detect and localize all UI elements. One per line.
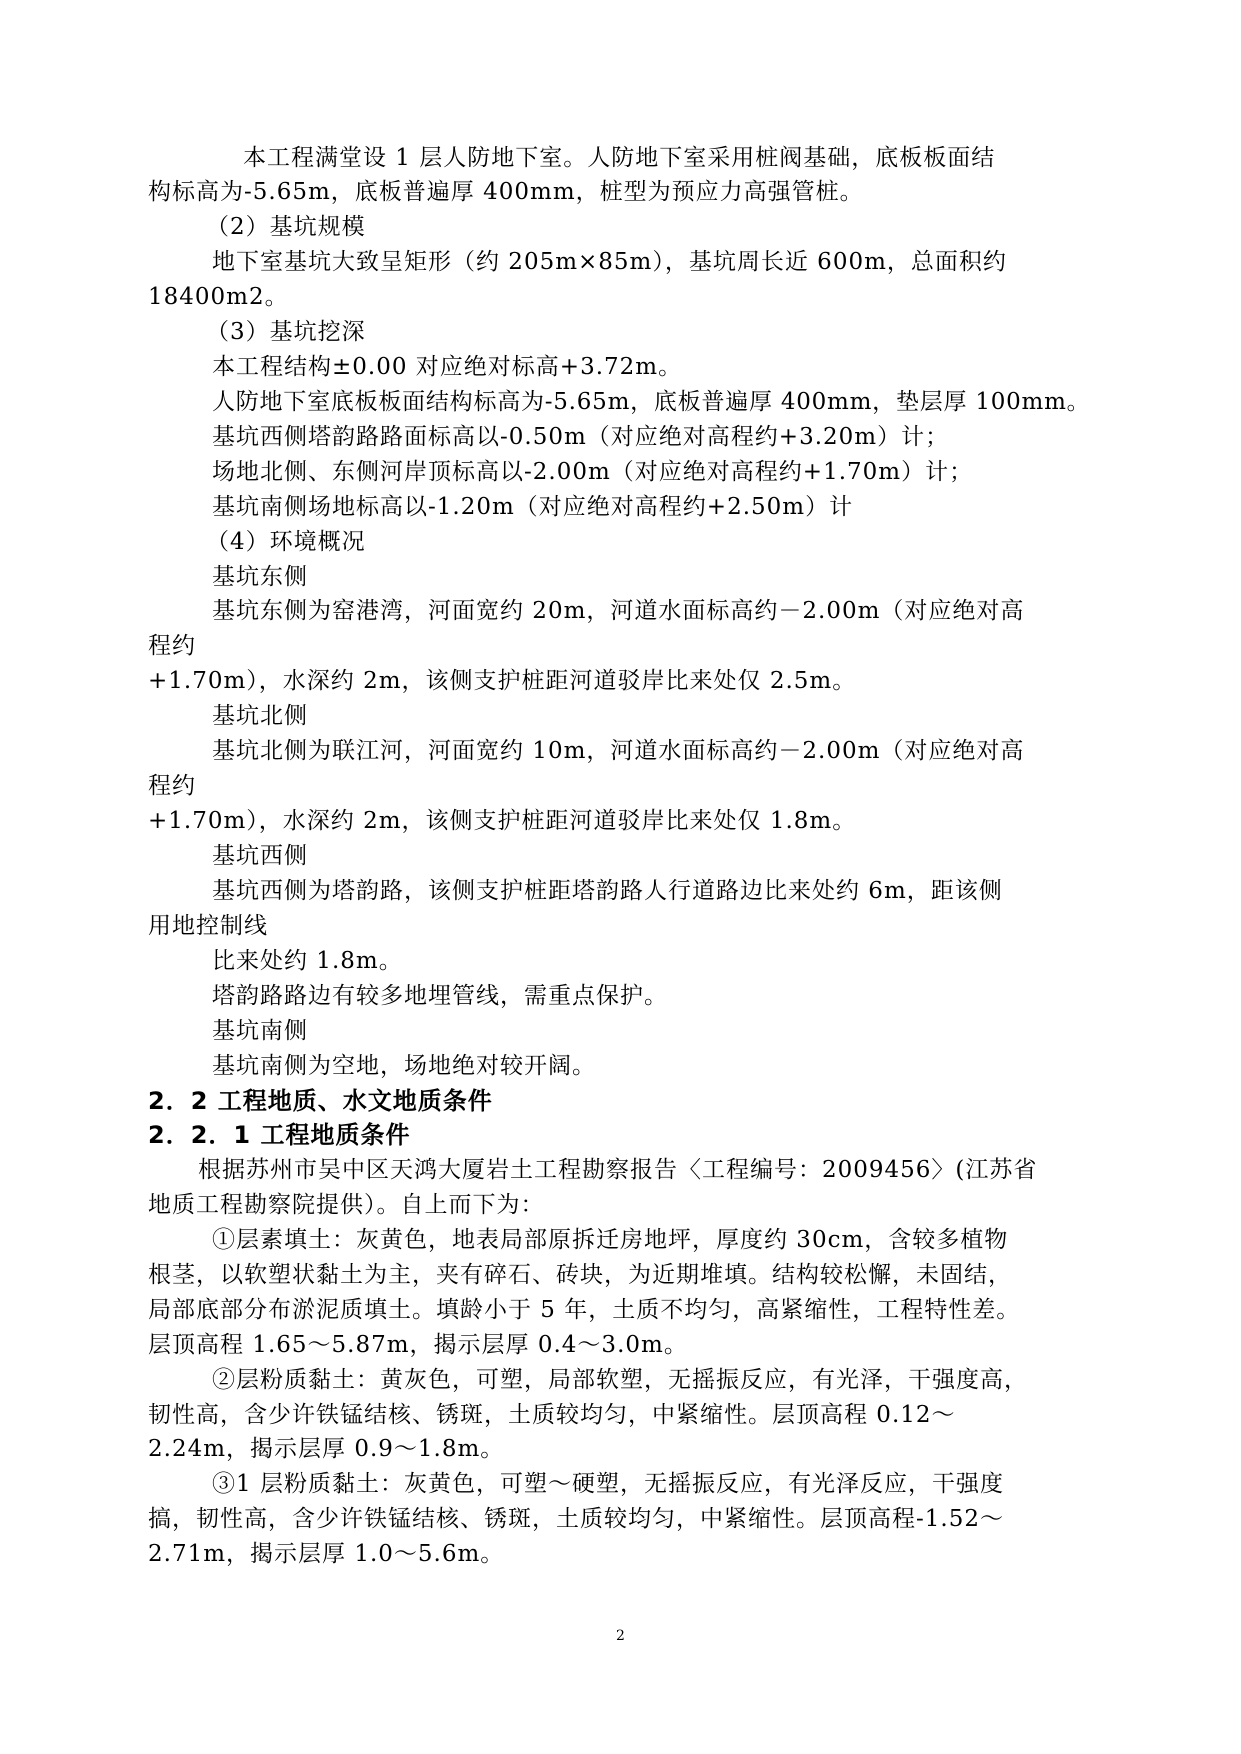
page-number: 2 — [616, 1628, 625, 1644]
body-line: 层顶高程 1.65～5.87m，揭示层厚 0.4～3.0m。 — [148, 1332, 688, 1358]
body-line: 程约 — [148, 633, 196, 659]
body-line: 18400m2。 — [148, 284, 289, 310]
body-line: 用地控制线 — [148, 913, 268, 939]
body-line: +1.70m），水深约 2m，该侧支护桩距河道驳岸比来处仅 1.8m。 — [148, 808, 857, 834]
body-line: 地质工程勘察院提供）。自上而下为： — [148, 1192, 545, 1218]
body-line: 程约 — [148, 773, 196, 799]
body-line: 根据苏州市吴中区天鸿大厦岩土工程勘察报告〈工程编号：2009456〉(江苏省 — [198, 1157, 1038, 1183]
body-line: 局部底部分布淤泥质填土。填龄小于 5 年，土质不均匀，高紧缩性，工程特性差。 — [148, 1297, 1021, 1323]
body-line: 2.71m，揭示层厚 1.0～5.6m。 — [148, 1541, 505, 1567]
body-line: 基坑南侧场地标高以-1.20m（对应绝对高程约+2.50m）计 — [212, 494, 854, 520]
body-line: 本工程结构±0.00 对应绝对标高+3.72m。 — [212, 354, 683, 380]
section-label: （2）基坑规模 — [206, 214, 366, 240]
body-line: 地下室基坑大致呈矩形（约 205m×85m），基坑周长近 600m，总面积约 — [212, 249, 1007, 275]
section-label: （4）环境概况 — [206, 529, 366, 555]
body-line: 搞，韧性高，含少许铁锰结核、锈斑，土质较均匀，中紧缩性。层顶高程-1.52～ — [148, 1506, 1004, 1532]
body-line: 塔韵路路边有较多地埋管线，需重点保护。 — [212, 983, 668, 1009]
body-line: 基坑北侧为联江河，河面宽约 10m，河道水面标高约－2.00m（对应绝对高 — [212, 738, 1025, 764]
body-line: 韧性高，含少许铁锰结核、锈斑，土质较均匀，中紧缩性。层顶高程 0.12～ — [148, 1402, 956, 1428]
body-line: 人防地下室底板板面结构标高为-5.65m，底板普遍厚 400mm，垫层厚 100mm。 — [212, 389, 1091, 415]
subsection-label: 基坑南侧 — [212, 1018, 308, 1044]
body-line: ①层素填土：灰黄色，地表局部原拆迁房地坪，厚度约 30cm，含较多植物 — [212, 1227, 1009, 1253]
body-line: 本工程满堂设 1 层人防地下室。人防地下室采用桩阀基础，底板板面结 — [243, 145, 996, 171]
body-line: 基坑西侧为塔韵路，该侧支护桩距塔韵路人行道路边比来处约 6m，距该侧 — [212, 878, 1003, 904]
body-line: 比来处约 1.8m。 — [212, 948, 403, 974]
body-line: 基坑南侧为空地，场地绝对较开阔。 — [212, 1053, 596, 1079]
subsection-label: 基坑西侧 — [212, 843, 308, 869]
subsection-heading: 2．2．1 工程地质条件 — [148, 1121, 411, 1149]
body-line: 根茎，以软塑状黏土为主，夹有碎石、砖块，为近期堆填。结构较松懈，未固结， — [148, 1262, 1012, 1288]
body-line: +1.70m），水深约 2m，该侧支护桩距河道驳岸比来处仅 2.5m。 — [148, 668, 857, 694]
subsection-label: 基坑东侧 — [212, 564, 308, 590]
subsection-label: 基坑北侧 — [212, 703, 308, 729]
body-line: ③1 层粉质黏土：灰黄色，可塑～硬塑，无摇振反应，有光泽反应，干强度 — [212, 1471, 1004, 1497]
section-heading: 2．2 工程地质、水文地质条件 — [148, 1087, 493, 1115]
body-line: 基坑西侧塔韵路路面标高以-0.50m（对应绝对高程约+3.20m）计； — [212, 424, 950, 450]
section-label: （3）基坑挖深 — [206, 319, 366, 345]
body-line: 基坑东侧为窑港湾，河面宽约 20m，河道水面标高约－2.00m（对应绝对高 — [212, 598, 1025, 624]
body-line: 构标高为-5.65m，底板普遍厚 400mm，桩型为预应力高强管桩。 — [148, 179, 864, 205]
body-line: 场地北侧、东侧河岸顶标高以-2.00m（对应绝对高程约+1.70m）计； — [212, 459, 974, 485]
body-line: 2.24m，揭示层厚 0.9～1.8m。 — [148, 1436, 505, 1462]
body-line: ②层粉质黏土：黄灰色，可塑，局部软塑，无摇振反应，有光泽，干强度高， — [212, 1367, 1028, 1393]
